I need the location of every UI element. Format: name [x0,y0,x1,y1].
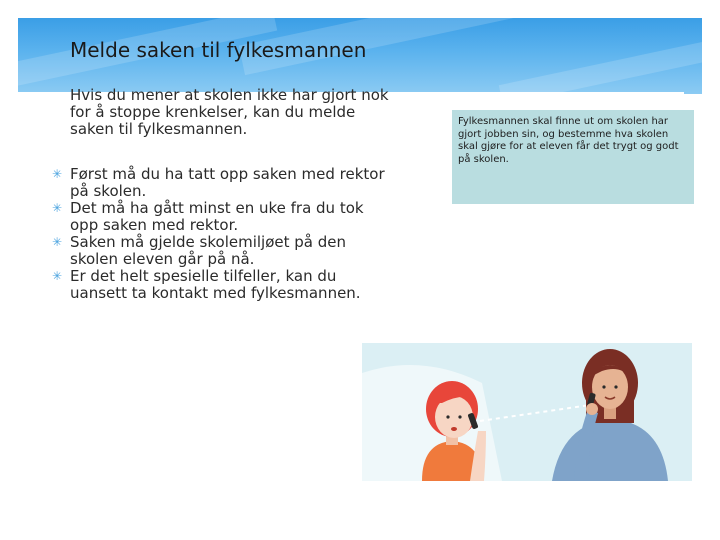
bullet-text: Saken må gjelde skolemiljøet på den skolen eleven går på nå. [70,233,346,268]
girl-eye [458,415,461,418]
list-item [52,166,392,200]
list-item [52,234,392,268]
woman-hand [586,403,598,415]
asterisk-bullet-icon: ✳ [52,269,63,283]
asterisk-bullet-icon: ✳ [52,201,63,215]
girl-eye [446,415,449,418]
list-item [52,200,392,234]
list-item [52,268,392,302]
bullet-text: Det må ha gått minst en uke fra du tok opp saken med rektor. [70,199,364,234]
woman-eye [614,385,617,388]
asterisk-bullet-icon: ✳ [52,167,63,181]
bullet-text: Først må du ha tatt opp saken med rektor på skolen. [70,165,385,200]
asterisk-bullet-icon: ✳ [52,235,63,249]
info-box-text: Fylkesmannen skal finne ut om skolen har gjort jobben sin, og bestemme hva skolen skal gjøre for at eleven får det trygt og godt på skolen. [458,116,679,165]
banner-streak [499,31,702,94]
bullet-list [52,166,392,302]
bullet-text: Er det helt spesielle tilfeller, kan du uansett ta kontakt med fylkesmannen. [70,267,361,302]
two-people-phone-call-illustration [362,343,692,481]
girl-mouth [451,427,457,431]
info-box [452,110,694,204]
woman-eye [602,385,605,388]
intro-text: Hvis du mener at skolen ikke har gjort nok for å stoppe krenkelser, kan du melde saken til fylkesmannen. [70,86,389,138]
slide-title: Melde saken til fylkesmannen [70,38,367,62]
